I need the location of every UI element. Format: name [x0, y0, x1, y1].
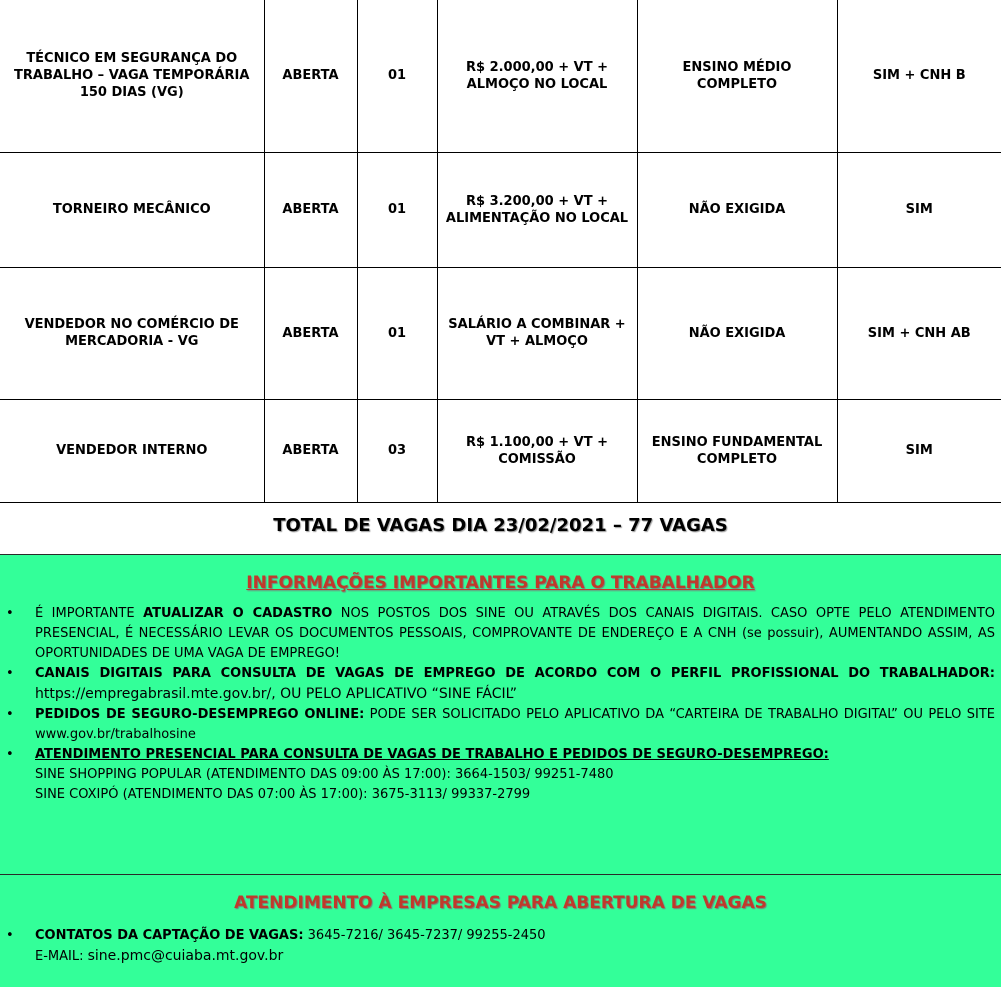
item-bold: ATUALIZAR O CADASTRO: [143, 606, 333, 621]
contacts-value: 3645-7216/ 3645-7237/ 99255-2450: [303, 928, 546, 943]
job-salary: R$ 1.100,00 + VT + COMISSÃO: [437, 399, 637, 502]
job-count: 03: [357, 399, 437, 502]
job-education: NÃO EXIGIDA: [637, 152, 837, 267]
item-text: É IMPORTANTE: [35, 606, 144, 621]
job-salary: R$ 2.000,00 + VT + ALMOÇO NO LOCAL: [437, 0, 637, 152]
job-count: 01: [357, 267, 437, 399]
job-status: ABERTA: [264, 399, 357, 502]
job-title: TÉCNICO EM SEGURANÇA DO TRABALHO – VAGA TEMPORÁRIA 150 DIAS (VG): [0, 0, 264, 152]
item-bold: PEDIDOS DE SEGURO-DESEMPREGO ONLINE:: [35, 707, 365, 722]
job-title: VENDEDOR INTERNO: [0, 399, 264, 502]
job-status: ABERTA: [264, 152, 357, 267]
job-salary: R$ 3.200,00 + VT + ALIMENTAÇÃO NO LOCAL: [437, 152, 637, 267]
item-heading: • ATENDIMENTO PRESENCIAL PARA CONSULTA DE VAGAS DE TRABALHO E PEDIDOS DE SEGURO-DESEMPREGO:: [35, 747, 829, 762]
empregabrasil-link[interactable]: https://empregabrasil.mte.gov.br/: [35, 686, 272, 702]
email-label: E-MAIL:: [35, 949, 88, 964]
email-line: [35, 946, 995, 967]
worker-info-title: INFORMAÇÕES IMPORTANTES PARA O TRABALHADOR: [246, 573, 755, 593]
list-item: [0, 664, 1001, 705]
item-text: PODE SER SOLICITADO PELO APLICATIVO DA “CARTEIRA DE TRABALHO DIGITAL” OU PELO SITE www.gov.br/trabalhosine: [35, 707, 995, 742]
job-count: 01: [357, 152, 437, 267]
worker-info-box: [0, 554, 1001, 874]
total-vacancies: TOTAL DE VAGAS DIA 23/02/2021 – 77 VAGAS: [273, 515, 728, 536]
job-experience: SIM: [837, 152, 1001, 267]
worker-info-list: [0, 604, 1001, 805]
list-item: [0, 926, 1001, 967]
item-text: , OU PELO APLICATIVO “SINE FÁCIL”: [271, 686, 518, 702]
list-item: [0, 604, 1001, 664]
companies-title: ATENDIMENTO À EMPRESAS PARA ABERTURA DE VAGAS: [234, 893, 767, 913]
item-bold: CANAIS DIGITAIS PARA CONSULTA DE VAGAS DE EMPREGO DE ACORDO COM O PERFIL PROFISSIONAL DO TRABALHADOR:: [35, 666, 995, 681]
list-item: [0, 705, 1001, 745]
job-salary: SALÁRIO A COMBINAR + VT + ALMOÇO: [437, 267, 637, 399]
job-education: NÃO EXIGIDA: [637, 267, 837, 399]
job-status: ABERTA: [264, 267, 357, 399]
job-title: VENDEDOR NO COMÉRCIO DE MERCADORIA - VG: [0, 267, 264, 399]
list-item: [0, 745, 1001, 805]
companies-list: [0, 926, 1001, 967]
job-experience: SIM + CNH B: [837, 0, 1001, 152]
sine-coxipo: SINE COXIPÓ (ATENDIMENTO DAS 07:00 ÀS 17:00): 3675-3113/ 99337-2799: [35, 787, 531, 802]
table-row: [0, 399, 1001, 502]
contacts-label: CONTATOS DA CAPTAÇÃO DE VAGAS:: [35, 928, 304, 943]
job-experience: SIM + CNH AB: [837, 267, 1001, 399]
job-education: ENSINO MÉDIO COMPLETO: [637, 0, 837, 152]
job-education: ENSINO FUNDAMENTAL COMPLETO: [637, 399, 837, 502]
sine-shopping-popular: SINE SHOPPING POPULAR (ATENDIMENTO DAS 09:00 ÀS 17:00): 3664-1503/ 99251-7480: [35, 767, 614, 782]
table-row: [0, 0, 1001, 152]
job-count: 01: [357, 0, 437, 152]
table-row: [0, 152, 1001, 267]
table-row: [0, 267, 1001, 399]
job-title: TORNEIRO MECÂNICO: [0, 152, 264, 267]
item-text: NOS POSTOS DOS SINE OU ATRAVÉS DOS CANAIS DIGITAIS. CASO OPTE PELO ATENDIMENTO PRESENCIAL, É NECESSÁRIO LEVAR OS DOCUMENTOS PESSOAIS, COMPROVANTE DE ENDEREÇO E A CNH (se possuir), AUMENTANDO ASSIM, AS OPORTUNIDADES DE UMA VAGA DE EMPREGO!: [35, 606, 995, 661]
job-experience: SIM: [837, 399, 1001, 502]
email-link[interactable]: sine.pmc@cuiaba.mt.gov.br: [87, 948, 284, 964]
companies-box: [0, 874, 1001, 987]
job-status: ABERTA: [264, 0, 357, 152]
